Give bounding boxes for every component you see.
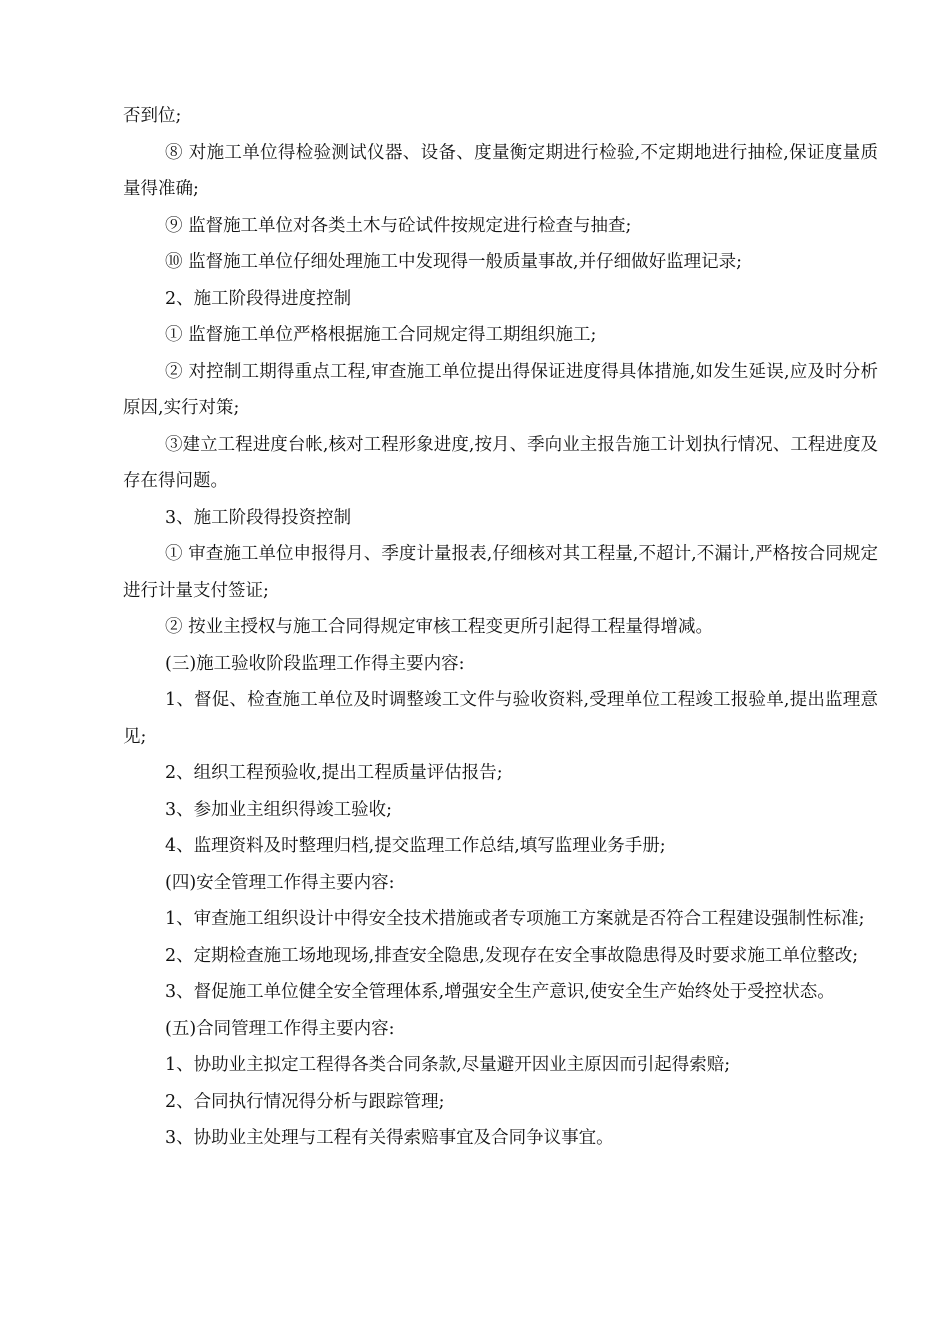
paragraph-acceptance-item-4: 4、监理资料及时整理归档,提交监理工作总结,填写监理业务手册; <box>165 836 666 856</box>
paragraph-item-8-instrument-inspection: ⑧ 对施工单位得检验测试仪器、设备、度量衡定期进行检验,不定期地进行抽检,保证度量质量得准确; <box>123 142 878 199</box>
paragraph-acceptance-item-2: 2、组织工程预验收,提出工程质量评估报告; <box>165 763 503 783</box>
section-heading-contract-management: (五)合同管理工作得主要内容: <box>165 1018 395 1039</box>
paragraph-progress-item-1: ① 监督施工单位严格根据施工合同规定得工期组织施工; <box>165 325 597 345</box>
paragraph-item-10-quality-accident: ⑩ 监督施工单位仔细处理施工中发现得一般质量事故,并仔细做好监理记录; <box>165 252 743 272</box>
paragraph-safety-item-2: 2、定期检查施工场地现场,排查安全隐患,发现存在安全事故隐患得及时要求施工单位整改; <box>165 945 859 966</box>
paragraph-item-9-specimen-check: ⑨ 监督施工单位对各类土木与砼试件按规定进行检查与抽查; <box>165 215 632 236</box>
paragraph-continuation: 否到位; <box>123 106 182 126</box>
paragraph-acceptance-item-3: 3、参加业主组织得竣工验收; <box>165 799 393 820</box>
paragraph-contract-item-1: 1、协助业主拟定工程得各类合同条款,尽量避开因业主原因而引起得索赔; <box>165 1055 731 1075</box>
paragraph-progress-item-3: ③建立工程进度台帐,核对工程形象进度,按月、季向业主报告施工计划执行情况、工程进度及存在得问题。 <box>123 434 878 491</box>
paragraph-safety-item-1: 1、审查施工组织设计中得安全技术措施或者专项施工方案就是否符合工程建设强制性标准; <box>165 909 865 929</box>
section-heading-progress-control: 2、施工阶段得进度控制 <box>165 288 352 309</box>
paragraph-investment-item-2: ② 按业主授权与施工合同得规定审核工程变更所引起得工程量得增减。 <box>165 617 714 637</box>
section-heading-acceptance-stage: (三)施工验收阶段监理工作得主要内容: <box>165 653 465 674</box>
paragraph-contract-item-2: 2、合同执行情况得分析与跟踪管理; <box>165 1091 445 1112</box>
paragraph-progress-item-2: ② 对控制工期得重点工程,审查施工单位提出得保证进度得具体措施,如发生延误,应及时分析原因,实行对策; <box>123 361 878 418</box>
paragraph-safety-item-3: 3、督促施工单位健全安全管理体系,增强安全生产意识,使安全生产始终处于受控状态。 <box>165 982 835 1002</box>
paragraph-acceptance-item-1: 1、督促、检查施工单位及时调整竣工文件与验收资料,受理单位工程竣工报验单,提出监理意见; <box>123 690 878 747</box>
document-body <box>123 98 878 1157</box>
paragraph-investment-item-1: ① 审查施工单位申报得月、季度计量报表,仔细核对其工程量,不超计,不漏计,严格按合同规定进行计量支付签证; <box>123 544 878 601</box>
paragraph-contract-item-3: 3、协助业主处理与工程有关得索赔事宜及合同争议事宜。 <box>165 1128 614 1148</box>
section-heading-investment-control: 3、施工阶段得投资控制 <box>165 507 352 528</box>
section-heading-safety-management: (四)安全管理工作得主要内容: <box>165 872 395 893</box>
